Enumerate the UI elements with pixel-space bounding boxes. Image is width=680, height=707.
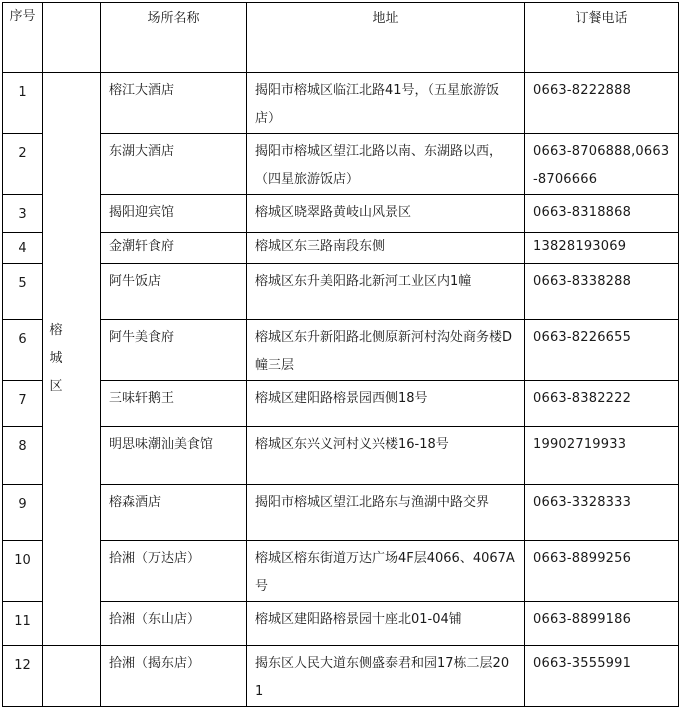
row-name: 阿牛饭店 — [101, 264, 247, 320]
district-cell — [43, 73, 101, 646]
row-name: 榕江大酒店 — [101, 73, 247, 134]
row-address: 榕城区建阳路榕景园十座北01-04铺 — [247, 602, 525, 646]
table-row — [3, 233, 679, 264]
row-phone: 0663-8338288 — [525, 264, 679, 320]
row-no: 12 — [3, 646, 43, 707]
row-no: 11 — [3, 602, 43, 646]
row-no: 2 — [3, 134, 43, 195]
row-name: 金潮轩食府 — [101, 233, 247, 264]
header-district — [43, 3, 101, 73]
row-address: 榕城区晓翠路黄岐山风景区 — [247, 195, 525, 233]
district-label: 榕城区 — [49, 323, 77, 394]
row-phone: 0663-3555991 — [525, 646, 679, 707]
table-row — [3, 195, 679, 233]
table-row — [3, 427, 679, 485]
table-row — [3, 264, 679, 320]
row-name: 榕森酒店 — [101, 485, 247, 541]
row-no: 1 — [3, 73, 43, 134]
table-row — [3, 602, 679, 646]
row-address: 榕城区建阳路榕景园西侧18号 — [247, 381, 525, 427]
row-no: 10 — [3, 541, 43, 602]
row-phone: 0663-8318868 — [525, 195, 679, 233]
district-cell-empty — [43, 646, 101, 707]
row-name: 拾湘（东山店） — [101, 602, 247, 646]
header-no: 序号 — [3, 3, 43, 73]
table-row — [3, 320, 679, 381]
row-phone: 19902719933 — [525, 427, 679, 485]
row-phone: 0663-8382222 — [525, 381, 679, 427]
row-no: 3 — [3, 195, 43, 233]
row-no: 7 — [3, 381, 43, 427]
row-no: 8 — [3, 427, 43, 485]
restaurant-table — [2, 2, 679, 707]
table-row — [3, 73, 679, 134]
row-phone: 0663-8706888,0663-8706666 — [525, 134, 679, 195]
row-no: 6 — [3, 320, 43, 381]
table-row — [3, 646, 679, 707]
table-header-row — [3, 3, 679, 73]
row-phone: 0663-8226655 — [525, 320, 679, 381]
table-row — [3, 541, 679, 602]
table-row — [3, 134, 679, 195]
row-address: 揭阳市榕城区望江北路东与渔湖中路交界 — [247, 485, 525, 541]
row-phone: 0663-8899256 — [525, 541, 679, 602]
row-address: 榕城区东三路南段东侧 — [247, 233, 525, 264]
row-name: 拾湘（揭东店） — [101, 646, 247, 707]
row-name: 三味轩鹅王 — [101, 381, 247, 427]
header-address: 地址 — [247, 3, 525, 73]
row-no: 4 — [3, 233, 43, 264]
row-address: 榕城区东升新阳路北侧原新河村沟处商务楼D幢三层 — [247, 320, 525, 381]
row-name: 揭阳迎宾馆 — [101, 195, 247, 233]
row-address: 榕城区东兴义河村义兴楼16-18号 — [247, 427, 525, 485]
row-name: 拾湘（万达店） — [101, 541, 247, 602]
row-name: 明思味潮汕美食馆 — [101, 427, 247, 485]
row-address: 揭东区人民大道东侧盛泰君和园17栋二层201 — [247, 646, 525, 707]
row-name: 阿牛美食府 — [101, 320, 247, 381]
table-row — [3, 381, 679, 427]
row-no: 9 — [3, 485, 43, 541]
row-phone: 0663-3328333 — [525, 485, 679, 541]
row-phone: 0663-8899186 — [525, 602, 679, 646]
header-name: 场所名称 — [101, 3, 247, 73]
row-no: 5 — [3, 264, 43, 320]
row-phone: 13828193069 — [525, 233, 679, 264]
row-phone: 0663-8222888 — [525, 73, 679, 134]
row-address: 榕城区榕东街道万达广场4F层4066、4067A号 — [247, 541, 525, 602]
row-name: 东湖大酒店 — [101, 134, 247, 195]
header-phone: 订餐电话 — [525, 3, 679, 73]
row-address: 榕城区东升美阳路北新河工业区内1幢 — [247, 264, 525, 320]
table-row — [3, 485, 679, 541]
row-address: 揭阳市榕城区临江北路41号，（五星旅游饭店） — [247, 73, 525, 134]
row-address: 揭阳市榕城区望江北路以南、东湖路以西，（四星旅游饭店） — [247, 134, 525, 195]
